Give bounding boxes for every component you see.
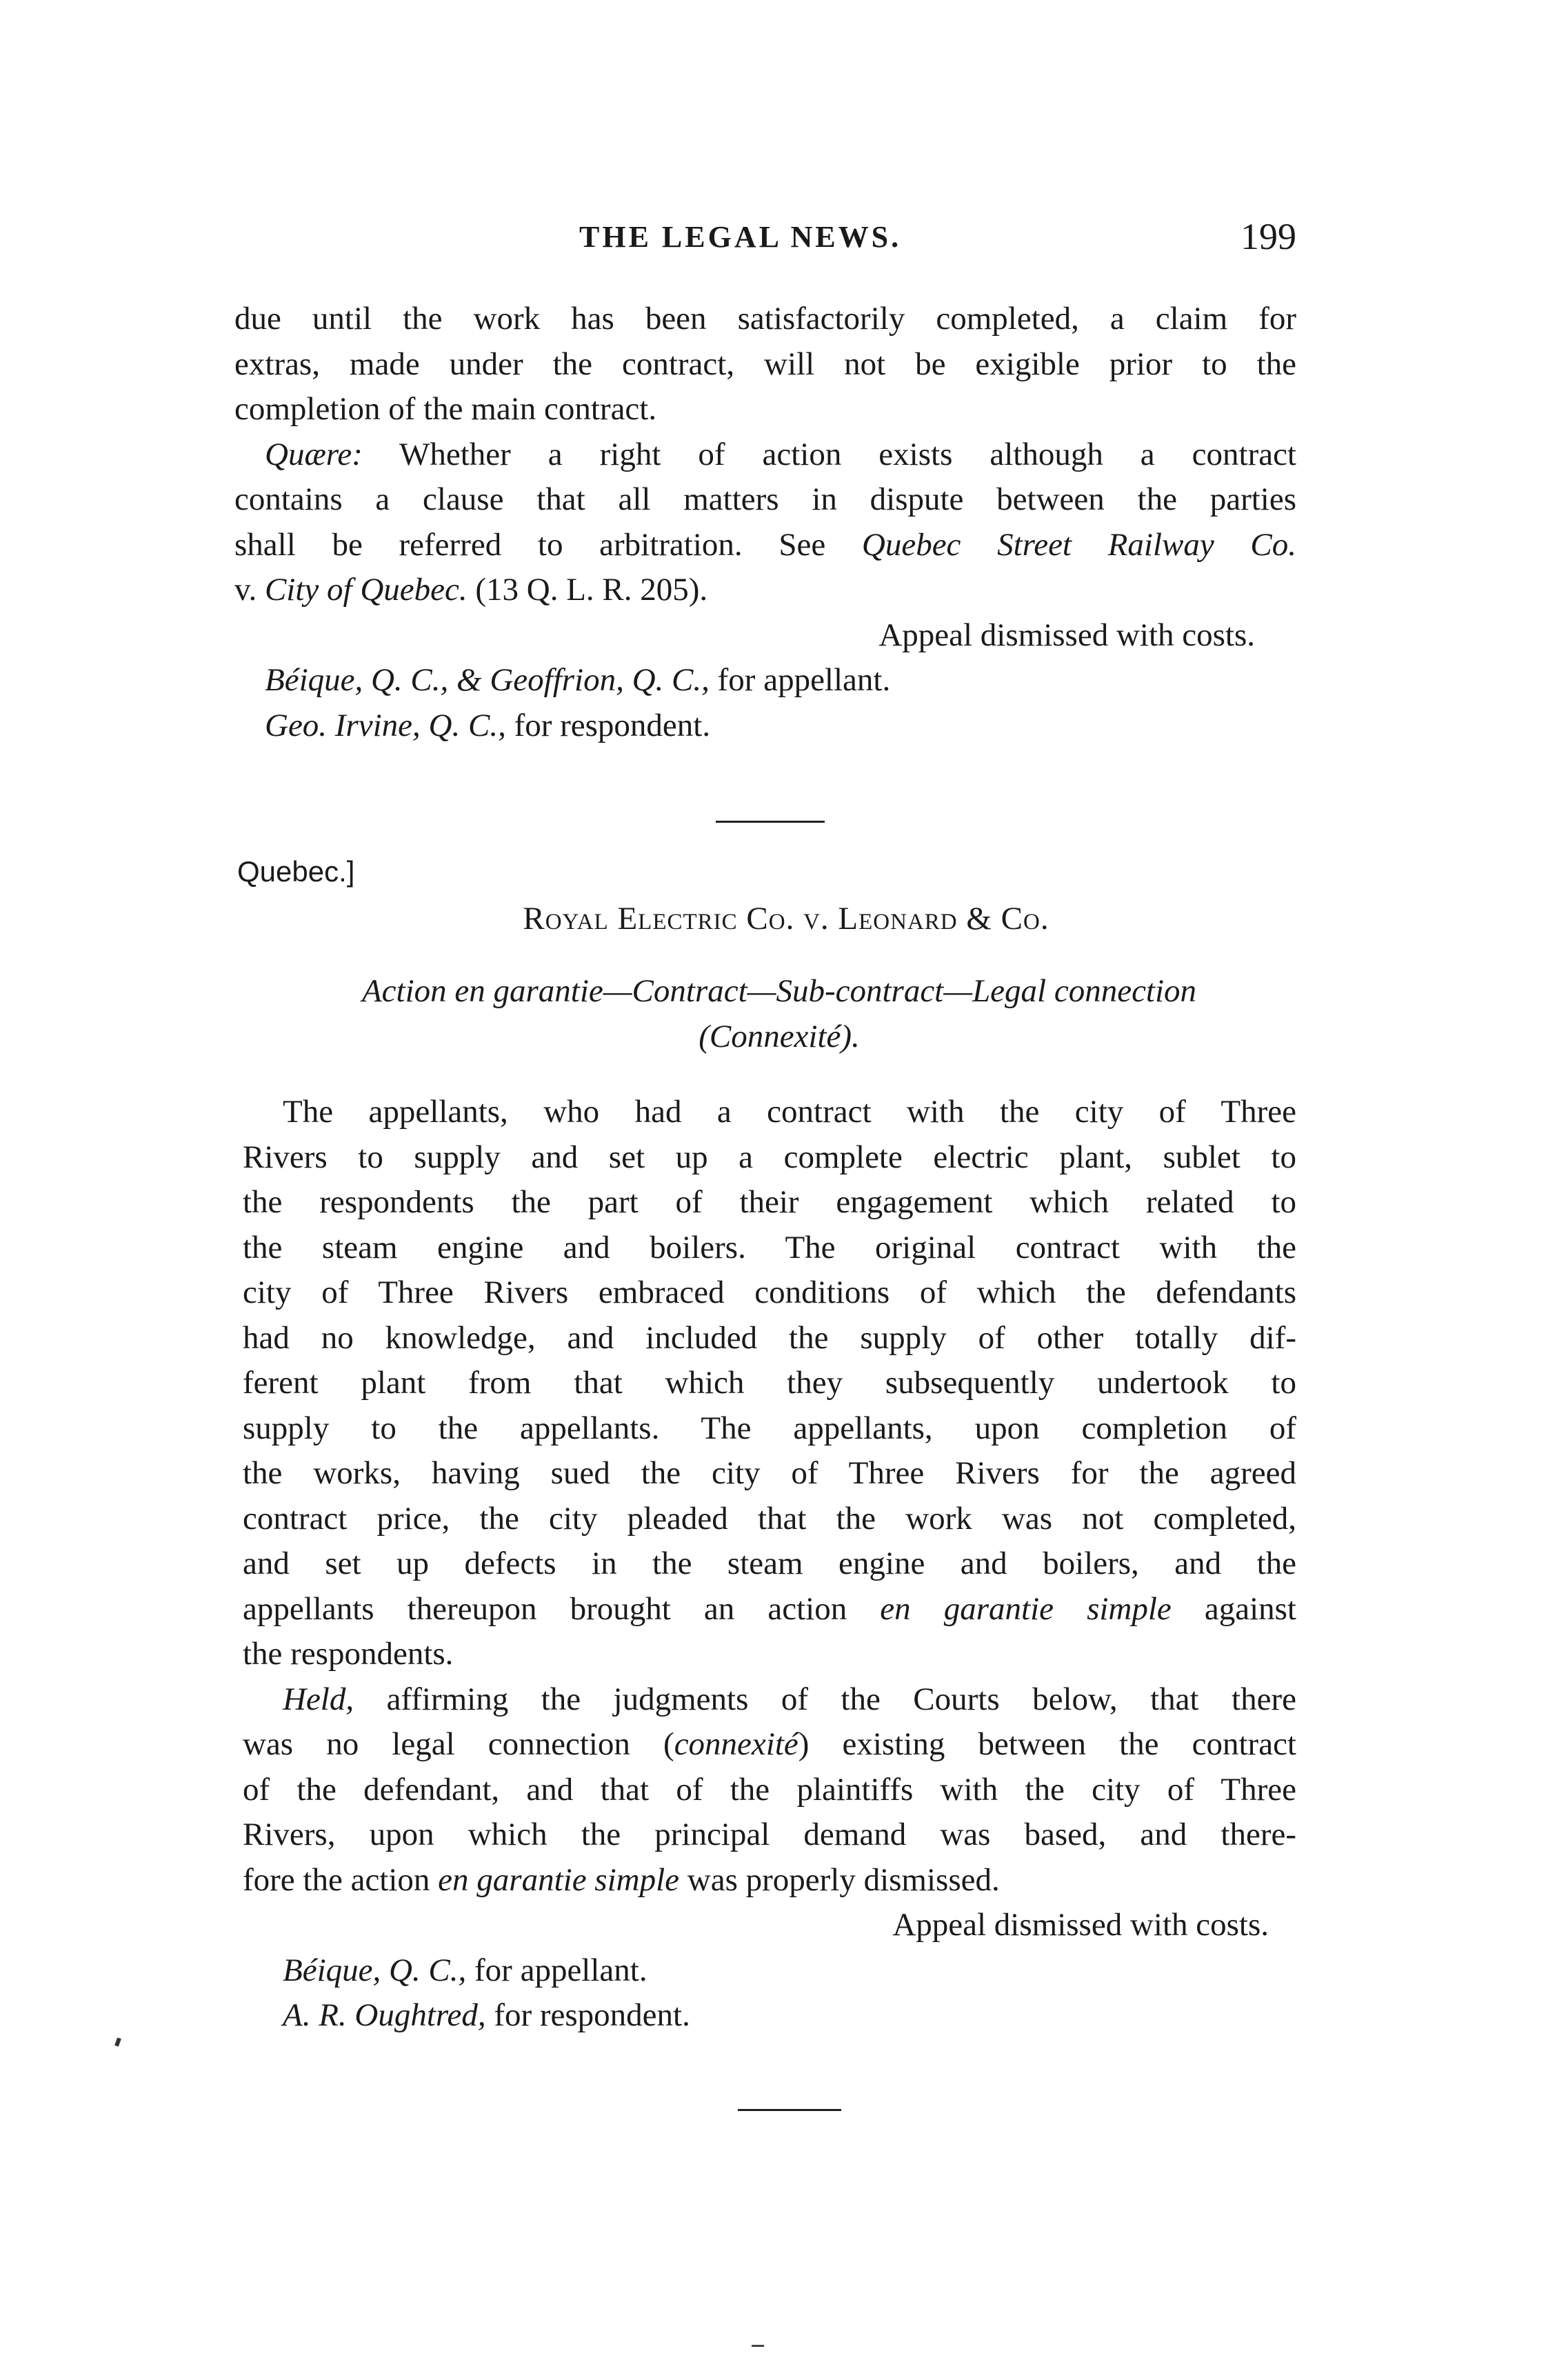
counsel-appellant xyxy=(234,658,1296,703)
text-run: against xyxy=(1171,1590,1296,1627)
text-line: contract price, the city pleaded that the work was not completed, xyxy=(243,1500,1296,1537)
text-run: was properly dismissed. xyxy=(679,1861,1000,1898)
scan-speck xyxy=(114,2037,121,2046)
case2-title-block xyxy=(234,897,1296,942)
text-line: of the defendant, and that of the plaintiffs with the city of Three xyxy=(243,1771,1296,1808)
text-line: extras, made under the contract, will not be exigible prior to the xyxy=(234,346,1296,382)
counsel-role: for respondent. xyxy=(485,1997,690,2033)
running-header xyxy=(234,216,1296,261)
case1-text xyxy=(234,297,1296,748)
citation-party-a: Quebec Street Railway Co. xyxy=(861,526,1297,563)
page-number: 199 xyxy=(1240,216,1296,257)
text-run: fore the action xyxy=(243,1861,439,1898)
text-run-italic: connexité xyxy=(674,1726,798,1762)
section-divider xyxy=(738,2109,841,2111)
text-line: the steam engine and boilers. The original contract with the xyxy=(243,1229,1296,1266)
quaere-line xyxy=(234,432,1296,478)
text-line: contains a clause that all matters in dispute between the parties xyxy=(234,481,1296,517)
counsel-respondent xyxy=(234,703,1296,749)
text-line: and set up defects in the steam engine and boilers, and the xyxy=(243,1546,1296,1581)
counsel-role: for appellant. xyxy=(709,662,891,698)
text-line: completion of the main contract. xyxy=(234,391,657,427)
text-line xyxy=(243,1587,1296,1632)
held-label: Held, xyxy=(283,1681,354,1717)
text-line xyxy=(234,568,1296,613)
text-line: supply to the appellants. The appellants, upon completion of xyxy=(243,1410,1296,1446)
text-line: had no knowledge, and included the supply of other totally dif- xyxy=(243,1319,1296,1356)
text-line: the respondents. xyxy=(243,1636,454,1672)
counsel-role: for respondent. xyxy=(505,707,711,743)
disposition: Appeal dismissed with costs. xyxy=(878,617,1255,653)
citation-report: (13 Q. L. R. 205). xyxy=(467,572,708,608)
text-line xyxy=(243,1858,1296,1903)
case-title: Royal Electric Co. v. Leonard & Co. xyxy=(523,901,1049,937)
text-line: Rivers to supply and set up a complete electric plant, sublet to xyxy=(243,1139,1296,1175)
counsel-name: Béique, Q. C., xyxy=(283,1952,467,1988)
text-line: ferent plant from that which they subsequently undertook to xyxy=(243,1365,1296,1401)
text-line: The appellants, who had a contract with the city of Three xyxy=(283,1094,1296,1130)
quaere-text: Whether a right of action exists although a contract xyxy=(362,436,1296,472)
text-run: affirming the judgments of the Courts below, that there xyxy=(354,1681,1296,1717)
text-run: ) existing between the contract xyxy=(798,1726,1296,1762)
headnote-line: (Connexité). xyxy=(699,1018,860,1054)
held-line xyxy=(243,1677,1296,1723)
court-label: Quebec.] xyxy=(237,855,355,888)
text-line: due until the work has been satisfactorily completed, a claim for xyxy=(234,301,1296,337)
counsel-respondent xyxy=(243,1993,1296,2039)
text-run-italic: en garantie simple xyxy=(880,1590,1172,1627)
disposition: Appeal dismissed with costs. xyxy=(892,1907,1269,1943)
counsel-name: Béique, Q. C., & Geoffrion, Q. C., xyxy=(265,662,710,698)
journal-title: THE LEGAL NEWS. xyxy=(579,220,902,254)
citation-versus: v. xyxy=(234,572,265,608)
text-line: Rivers, upon which the principal demand was based, and there- xyxy=(243,1817,1296,1852)
counsel-name: Geo. Irvine, Q. C., xyxy=(265,707,506,743)
quaere-text: shall be referred to arbitration. See xyxy=(234,526,862,563)
citation-party-b: City of Quebec. xyxy=(264,572,468,608)
text-run: appellants thereupon brought an action xyxy=(243,1590,881,1627)
text-run: was no legal connection ( xyxy=(243,1726,674,1762)
case2-headnote xyxy=(234,969,1296,1059)
counsel-appellant xyxy=(243,1948,1296,1994)
text-line xyxy=(234,523,1296,568)
headnote-line: Action en garantie—Contract—Sub-contract—Legal connection xyxy=(361,973,1197,1009)
case2-facts xyxy=(243,1090,1296,2039)
quaere-label: Quære: xyxy=(265,436,363,472)
text-line: the works, having sued the city of Three Rivers for the agreed xyxy=(243,1455,1296,1491)
text-run-italic: en garantie simple xyxy=(438,1861,680,1898)
text-line xyxy=(243,1722,1296,1768)
text-line: the respondents the part of their engagement which related to xyxy=(243,1184,1296,1220)
counsel-role: for appellant. xyxy=(466,1952,647,1988)
scan-speck xyxy=(752,2345,764,2347)
text-line: city of Three Rivers embraced conditions of which the defendants xyxy=(243,1274,1296,1310)
counsel-name: A. R. Oughtred, xyxy=(283,1997,486,2033)
section-divider xyxy=(716,821,825,823)
